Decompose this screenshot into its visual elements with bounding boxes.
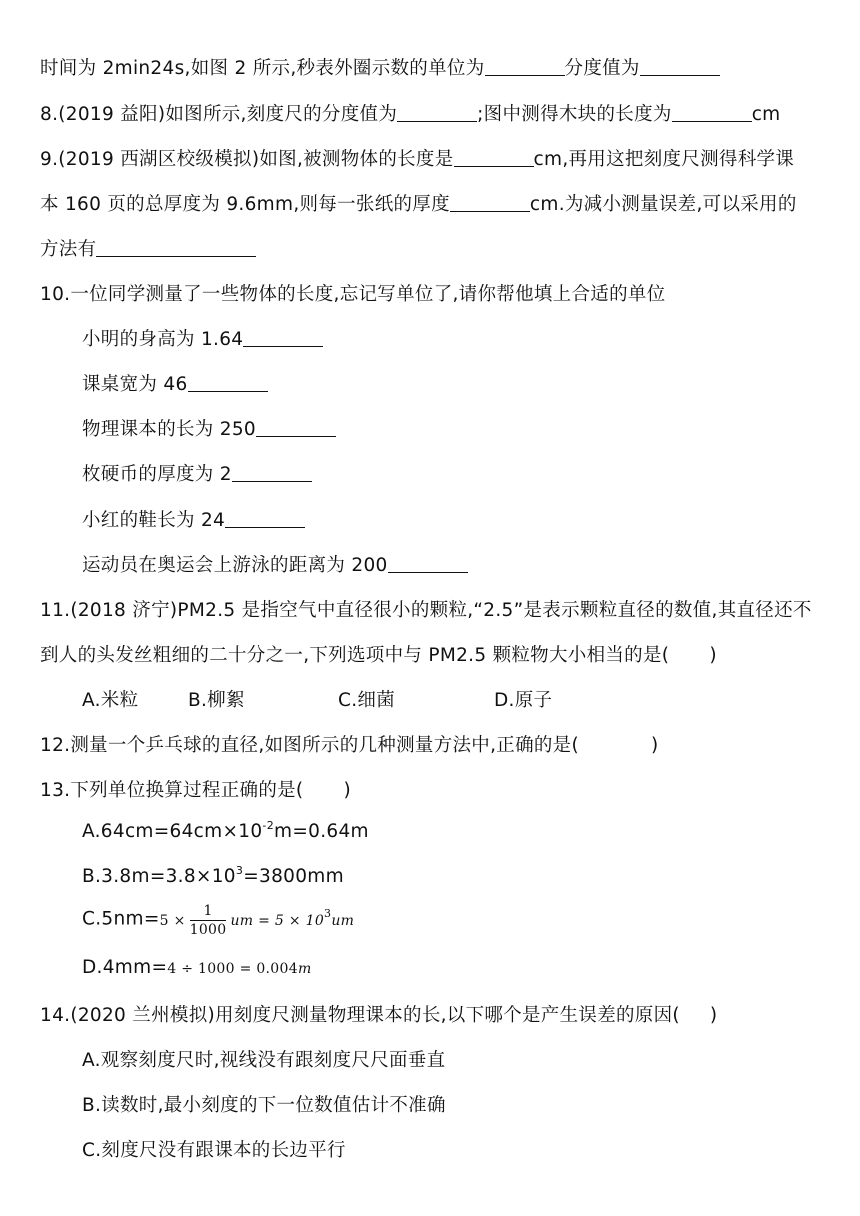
option-c[interactable]: C.细菌 <box>338 690 395 711</box>
question-10-item-5: 小红的鞋长为 24 <box>82 506 305 532</box>
question-13-option-c[interactable]: C.5nm=5 × $\frac{1}{1000}$ um = $5 \times 10^3um$ <box>82 903 355 938</box>
option-a[interactable]: A.米粒 <box>82 690 139 711</box>
answer-blank[interactable] <box>454 148 534 168</box>
question-9-line-1: 9.(2019 西湖区校级模拟)如图,被测物体的长度是 cm,再用这把刻度尺测得科学课 <box>40 149 795 170</box>
q7-continuation-line: 时间为 2min24s,如图 2 所示,秒表外圈示数的单位为 分度值为 <box>40 54 720 80</box>
question-13: 13.下列单位换算过程正确的是( ) <box>40 780 351 801</box>
question-11-line-1: 11.(2018 济宁)PM2.5 是指空气中直径很小的颗粒,“2.5”是表示颗粒直径的数值,其直径还不 <box>40 600 812 621</box>
question-11-options <box>82 686 552 712</box>
question-14-option-c[interactable]: C.刻度尺没有跟课本的长边平行 <box>82 1140 346 1161</box>
question-8: 8.(2019 益阳)如图所示,刻度尺的分度值为 ;图中测得木块的长度为 cm <box>40 104 781 125</box>
question-10-item-6: 运动员在奥运会上游泳的距离为 200 <box>82 551 468 577</box>
question-14-option-b[interactable]: B.读数时,最小刻度的下一位数值估计不准确 <box>82 1095 446 1116</box>
question-12: 12.测量一个乒乓球的直径,如图所示的几种测量方法中,正确的是( ) <box>40 735 659 756</box>
answer-blank[interactable] <box>388 554 468 574</box>
question-10-item-3: 物理课本的长为 250 <box>82 415 336 441</box>
question-13-option-d[interactable]: D.4mm=4 ÷ 1000 = 0.004m <box>82 957 312 978</box>
question-14: 14.(2020 兰州模拟)用刻度尺测量物理课本的长,以下哪个是产生误差的原因( ) <box>40 1005 718 1026</box>
answer-blank[interactable] <box>188 373 268 393</box>
question-9-line-3: 方法有 <box>40 235 256 261</box>
question-13-option-b[interactable]: $B.3.8m=3.8\times 10^3=3800mm$ <box>82 864 344 887</box>
question-14-option-a[interactable]: A.观察刻度尺时,视线没有跟刻度尺尺面垂直 <box>82 1050 446 1071</box>
question-10-item-2: 课桌宽为 46 <box>82 370 268 396</box>
answer-blank[interactable] <box>672 103 752 123</box>
answer-blank[interactable] <box>96 238 256 258</box>
answer-blank[interactable] <box>485 57 565 77</box>
option-d[interactable]: D.原子 <box>494 690 553 711</box>
answer-blank[interactable] <box>243 328 323 348</box>
question-10-item-4: 枚硬币的厚度为 2 <box>82 460 312 486</box>
option-b[interactable]: B.柳絮 <box>188 690 245 711</box>
question-10: 10.一位同学测量了一些物体的长度,忘记写单位了,请你帮他填上合适的单位 <box>40 284 666 305</box>
question-13-option-a[interactable]: $A.64cm=64cm\times 10^{-2}m=0.64m$ <box>82 819 369 842</box>
answer-blank[interactable] <box>256 418 336 438</box>
answer-blank[interactable] <box>450 193 530 213</box>
question-11-line-2: 到人的头发丝粗细的二十分之一,下列选项中与 PM2.5 颗粒物大小相当的是( ) <box>40 645 717 666</box>
fraction: $\frac{1}{1000}$ <box>189 903 227 938</box>
answer-blank[interactable] <box>232 463 312 483</box>
answer-blank[interactable] <box>640 57 720 77</box>
question-10-item-1: 小明的身高为 1.64 <box>82 325 323 351</box>
answer-blank[interactable] <box>397 103 477 123</box>
answer-blank[interactable] <box>225 509 305 529</box>
question-9-line-2: 本 160 页的总厚度为 9.6mm,则每一张纸的厚度 cm.为减小测量误差,可以采用的 <box>40 194 797 215</box>
